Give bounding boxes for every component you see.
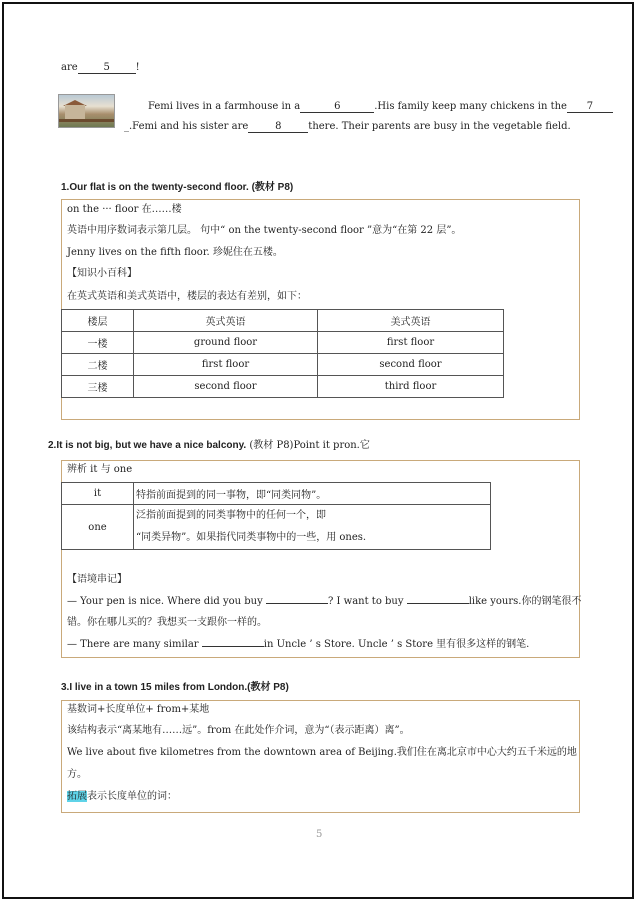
table-row: [62, 505, 491, 550]
table-row: [62, 332, 504, 354]
table-cell: 三楼: [62, 376, 134, 398]
page-number: 5: [316, 829, 323, 840]
farmhouse-image: [58, 94, 115, 128]
table-cell: 特指前面提到的同一事物，即“同类同物”。: [134, 483, 491, 505]
it-one-table: [61, 482, 491, 550]
highlight-extension: 拓展: [67, 791, 87, 802]
table-header: 楼层: [62, 310, 134, 332]
s1-line-5: 在英式英语和美式英语中，楼层的表达有差别，如下：: [67, 291, 307, 302]
s3-line-3: We live about five kilometres from the downtown area of Beijing.我们住在离北京市中心大约五千米远的地: [67, 747, 577, 758]
s1-line-1: on the ··· floor 在……楼: [67, 204, 182, 215]
s2-line-2: 【语境串记】: [67, 574, 127, 585]
passage-line-2: _.Femi and his sister are 8 there. Their parents are busy in the vegetable field.: [124, 121, 571, 132]
table-cell: second floor: [318, 354, 504, 376]
table-cell: it: [62, 483, 134, 505]
s3-line-5: 拓展表示长度单位的词：: [67, 791, 177, 802]
s2-question-1-cont: 错。你在哪儿买的？我想买一支跟你一样的。: [67, 617, 267, 628]
table-cell: ground floor: [134, 332, 318, 354]
table-header: 英式英语: [134, 310, 318, 332]
blank-8[interactable]: 8: [248, 121, 308, 133]
s3-line-2: 该结构表示“离某地有……远”。from 在此处作介词，意为“（表示距离）离”。: [67, 725, 410, 736]
s1-line-4: 【知识小百科】: [67, 268, 137, 279]
section-1-title: 1.Our flat is on the twenty-second floor. (教材 P8): [61, 182, 294, 193]
section-3-title: 3.I live in a town 15 miles from London.(教材 P8): [61, 682, 289, 693]
intro-line: are 5 !: [61, 62, 140, 73]
s2-question-1: — Your pen is nice. Where did you buy ? I want to buy like yours.你的钢笔很不: [67, 596, 582, 607]
table-header: 美式英语: [318, 310, 504, 332]
s1-line-3: Jenny lives on the fifth floor. 珍妮住在五楼。: [67, 247, 283, 258]
s3-line-1: 基数词+长度单位+ from+某地: [67, 704, 210, 715]
s1-line-2: 英语中用序数词表示第几层。 句中“ on the twenty-second floor ”意为“在第 22 层”。: [67, 225, 462, 236]
blank-5[interactable]: 5: [78, 62, 136, 74]
table-cell: first floor: [318, 332, 504, 354]
table-row: [62, 376, 504, 398]
answer-blank[interactable]: [266, 603, 328, 604]
s3-line-4: 方。: [67, 769, 87, 780]
s2-line-1: 辨析 it 与 one: [67, 464, 133, 475]
table-cell: 二楼: [62, 354, 134, 376]
floor-table: [61, 309, 504, 398]
section-2-title: 2.It is not big, but we have a nice balcony. (教材 P8)Point it pron.它: [48, 440, 370, 451]
answer-blank[interactable]: [407, 603, 469, 604]
blank-7[interactable]: 7: [567, 101, 613, 113]
table-row: [62, 483, 491, 505]
passage-line-1: Femi lives in a farmhouse in a 6 .His family keep many chickens in the 7: [148, 100, 613, 113]
table-cell: first floor: [134, 354, 318, 376]
answer-blank[interactable]: [202, 646, 264, 647]
table-row: [62, 354, 504, 376]
table-cell: 泛指前面提到的同类事物中的任何一个，即 “同类异物”。如果指代同类事物中的一些，用 ones.: [134, 505, 491, 550]
table-cell: second floor: [134, 376, 318, 398]
blank-6[interactable]: 6: [300, 101, 374, 113]
table-cell: third floor: [318, 376, 504, 398]
s2-question-2: — There are many similar in Uncle ’ s Store. Uncle ’ s Store 里有很多这样的钢笔.: [67, 639, 530, 650]
table-cell: 一楼: [62, 332, 134, 354]
table-cell: one: [62, 505, 134, 550]
table-header-row: [62, 310, 504, 332]
